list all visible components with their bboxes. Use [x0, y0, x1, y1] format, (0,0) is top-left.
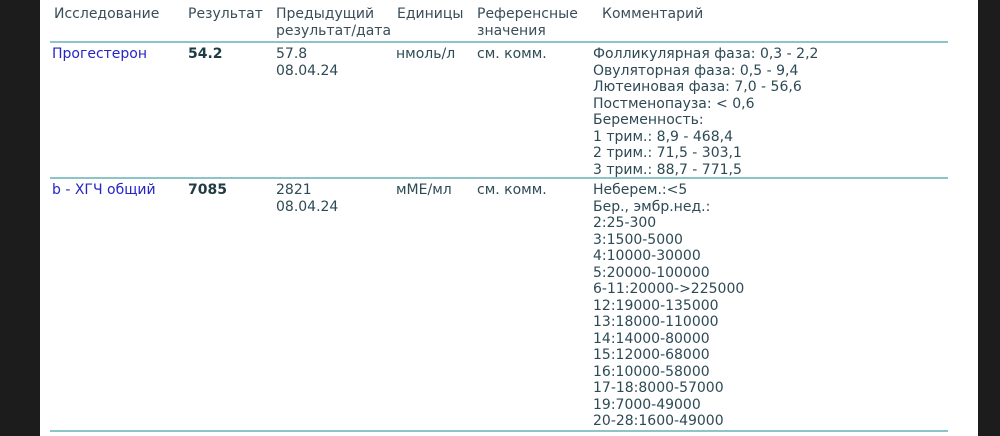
header-previous-line1: Предыдущий	[276, 6, 375, 22]
reference: см. комм.	[477, 182, 547, 198]
study-name: Прогестерон	[52, 46, 148, 62]
results-page	[40, 0, 978, 436]
previous-result	[276, 46, 338, 79]
header-reference-line2: значения	[477, 22, 546, 39]
header-previous-line2: результат/дата	[276, 22, 392, 39]
previous-value: 2821	[276, 182, 312, 198]
header-previous	[276, 6, 391, 39]
units: нмоль/л	[396, 46, 456, 62]
header-study: Исследование	[54, 6, 160, 22]
header-units: Единицы	[397, 6, 464, 22]
units: мМЕ/мл	[396, 182, 452, 198]
comment: Неберем.:<5 Бер., эмбр.нед.: 2:25-300 3:1500-5000 4:10000-30000 5:20000-100000 6-11:20000->225000 12:19000-135000 13:18000-110000 14:14000-80000 15:12000-68000 16:10000-58000 17-18:8000-57000 19:7000-49000 20-28:1600-49000	[593, 182, 745, 429]
previous-value: 57.8	[276, 46, 308, 62]
previous-result	[276, 182, 338, 215]
header-reference-line1: Референсные	[477, 6, 578, 22]
result-value: 7085	[188, 182, 227, 198]
result-value: 54.2	[188, 46, 223, 62]
reference: см. комм.	[477, 46, 547, 62]
study-name: b - ХГЧ общий	[52, 182, 156, 198]
header-divider	[50, 41, 948, 43]
header-reference	[477, 6, 578, 39]
previous-date: 08.04.24	[276, 62, 339, 79]
previous-date: 08.04.24	[276, 198, 339, 215]
row-divider	[50, 430, 948, 432]
header-result: Результат	[188, 6, 263, 22]
row-divider	[50, 177, 948, 179]
header-comment: Комментарий	[602, 6, 704, 22]
comment: Фолликулярная фаза: 0,3 - 2,2 Овуляторная фаза: 0,5 - 9,4 Лютеиновая фаза: 7,0 - 56,6 Постменопауза: < 0,6 Беременность: 1 трим.: 8,9 - 468,4 2 трим.: 71,5 - 303,1 3 трим.: 88,7 - 771,5	[593, 46, 819, 178]
